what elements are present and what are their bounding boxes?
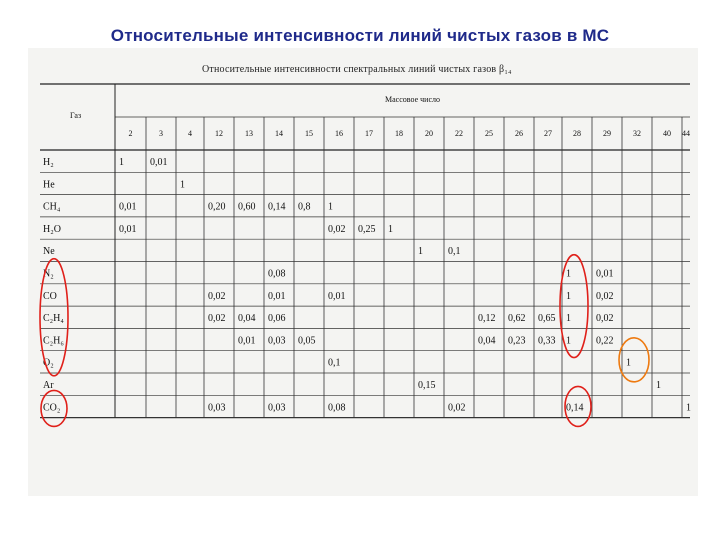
mass-number-header: Массовое число <box>385 95 440 104</box>
intensity-value: 0,12 <box>478 313 496 325</box>
intensity-value: 0,08 <box>328 402 346 414</box>
intensity-value: 1 <box>626 357 631 369</box>
intensity-value: 1 <box>418 246 423 258</box>
intensity-value: 0,02 <box>328 223 346 235</box>
mass-number-label: 4 <box>188 129 192 138</box>
mass-number-label: 28 <box>573 129 581 138</box>
mass-number-label: 26 <box>515 129 523 138</box>
mass-number-label: 44 <box>682 129 690 138</box>
intensity-value: 0,01 <box>119 223 137 235</box>
mass-number-label: 12 <box>215 129 223 138</box>
intensity-value: 0,02 <box>596 290 614 302</box>
mass-number-label: 27 <box>544 129 552 138</box>
intensity-value: 0,8 <box>298 201 311 213</box>
gas-name: Ar <box>43 380 54 391</box>
intensity-value: 0,02 <box>448 402 466 414</box>
mass-number-label: 16 <box>335 129 343 138</box>
intensity-value: 0,25 <box>358 223 376 235</box>
intensity-value: 0,02 <box>208 313 226 325</box>
intensity-value: 1 <box>566 268 571 280</box>
gas-name: He <box>43 179 55 191</box>
mass-number-label: 15 <box>305 129 313 138</box>
intensity-value: 1 <box>119 157 124 168</box>
intensity-value: 0,03 <box>268 402 286 414</box>
intensity-value: 0,05 <box>298 335 316 347</box>
intensity-value: 0,1 <box>328 357 341 369</box>
gas-name: H₂ <box>43 157 54 168</box>
intensity-value: 0,03 <box>208 402 226 414</box>
slide-title: Относительные интенсивности линий чистых газов в МС <box>110 26 610 45</box>
gas-name: C₂H₄ <box>43 313 64 325</box>
mass-number-label: 22 <box>455 129 463 138</box>
intensity-value: 0,01 <box>238 335 256 347</box>
gas-name: Ne <box>43 246 55 258</box>
mass-number-label: 40 <box>663 129 671 138</box>
intensity-value: 1 <box>566 335 571 347</box>
mass-number-label: 29 <box>603 129 611 138</box>
intensity-value: 0,23 <box>508 335 526 347</box>
intensity-value: 0,01 <box>150 157 168 168</box>
intensity-value: 0,02 <box>596 313 614 325</box>
intensity-value: 1 <box>686 402 691 414</box>
mass-number-label: 32 <box>633 129 641 138</box>
gas-name: CO₂ <box>43 402 61 414</box>
intensity-value: 0,02 <box>208 290 226 302</box>
intensity-value: 0,03 <box>268 335 286 347</box>
table-caption: Относительные интенсивности спектральных линий чистых газов β₁₄ <box>202 64 512 75</box>
intensity-value: 1 <box>566 313 571 325</box>
gas-name: CO <box>43 290 57 302</box>
intensity-value: 0,01 <box>119 201 137 213</box>
mass-number-label: 14 <box>275 129 283 138</box>
intensity-value: 0,20 <box>208 201 226 213</box>
intensity-value: 0,08 <box>268 268 286 280</box>
intensity-value: 1 <box>180 179 185 191</box>
intensity-value: 0,01 <box>268 290 286 302</box>
mass-number-label: 3 <box>159 129 163 138</box>
intensity-value: 1 <box>566 290 571 302</box>
gas-header: Газ <box>70 111 82 120</box>
intensity-value: 0,14 <box>566 402 584 414</box>
mass-number-label: 18 <box>395 129 403 138</box>
mass-number-label: 25 <box>485 129 493 138</box>
intensity-value: 1 <box>656 380 661 391</box>
intensity-value: 0,14 <box>268 201 286 213</box>
mass-number-label: 20 <box>425 129 433 138</box>
intensity-value: 0,65 <box>538 313 556 325</box>
intensity-value: 0,60 <box>238 201 256 213</box>
intensity-value: 1 <box>388 223 393 235</box>
intensity-value: 0,04 <box>478 335 496 347</box>
gas-name: C₂H₆ <box>43 335 64 347</box>
intensity-value: 0,01 <box>328 290 346 302</box>
intensity-value: 0,33 <box>538 335 556 347</box>
intensity-value: 0,01 <box>596 268 614 280</box>
gas-name: N₂ <box>43 268 54 280</box>
intensity-value: 0,22 <box>596 335 614 347</box>
gas-name: H₂O <box>43 223 61 235</box>
mass-number-label: 17 <box>365 129 373 138</box>
gas-name: CH₄ <box>43 201 61 213</box>
intensity-value: 0,04 <box>238 313 256 325</box>
intensity-value: 0,62 <box>508 313 526 325</box>
intensity-value: 0,1 <box>448 246 461 258</box>
intensity-value: 0,15 <box>418 380 436 391</box>
intensity-value: 1 <box>328 201 333 213</box>
mass-number-label: 13 <box>245 129 253 138</box>
intensity-value: 0,06 <box>268 313 286 325</box>
highlight-o2-mass32 <box>619 338 649 382</box>
gas-name: O₂ <box>43 357 54 369</box>
mass-number-label: 2 <box>128 129 133 138</box>
